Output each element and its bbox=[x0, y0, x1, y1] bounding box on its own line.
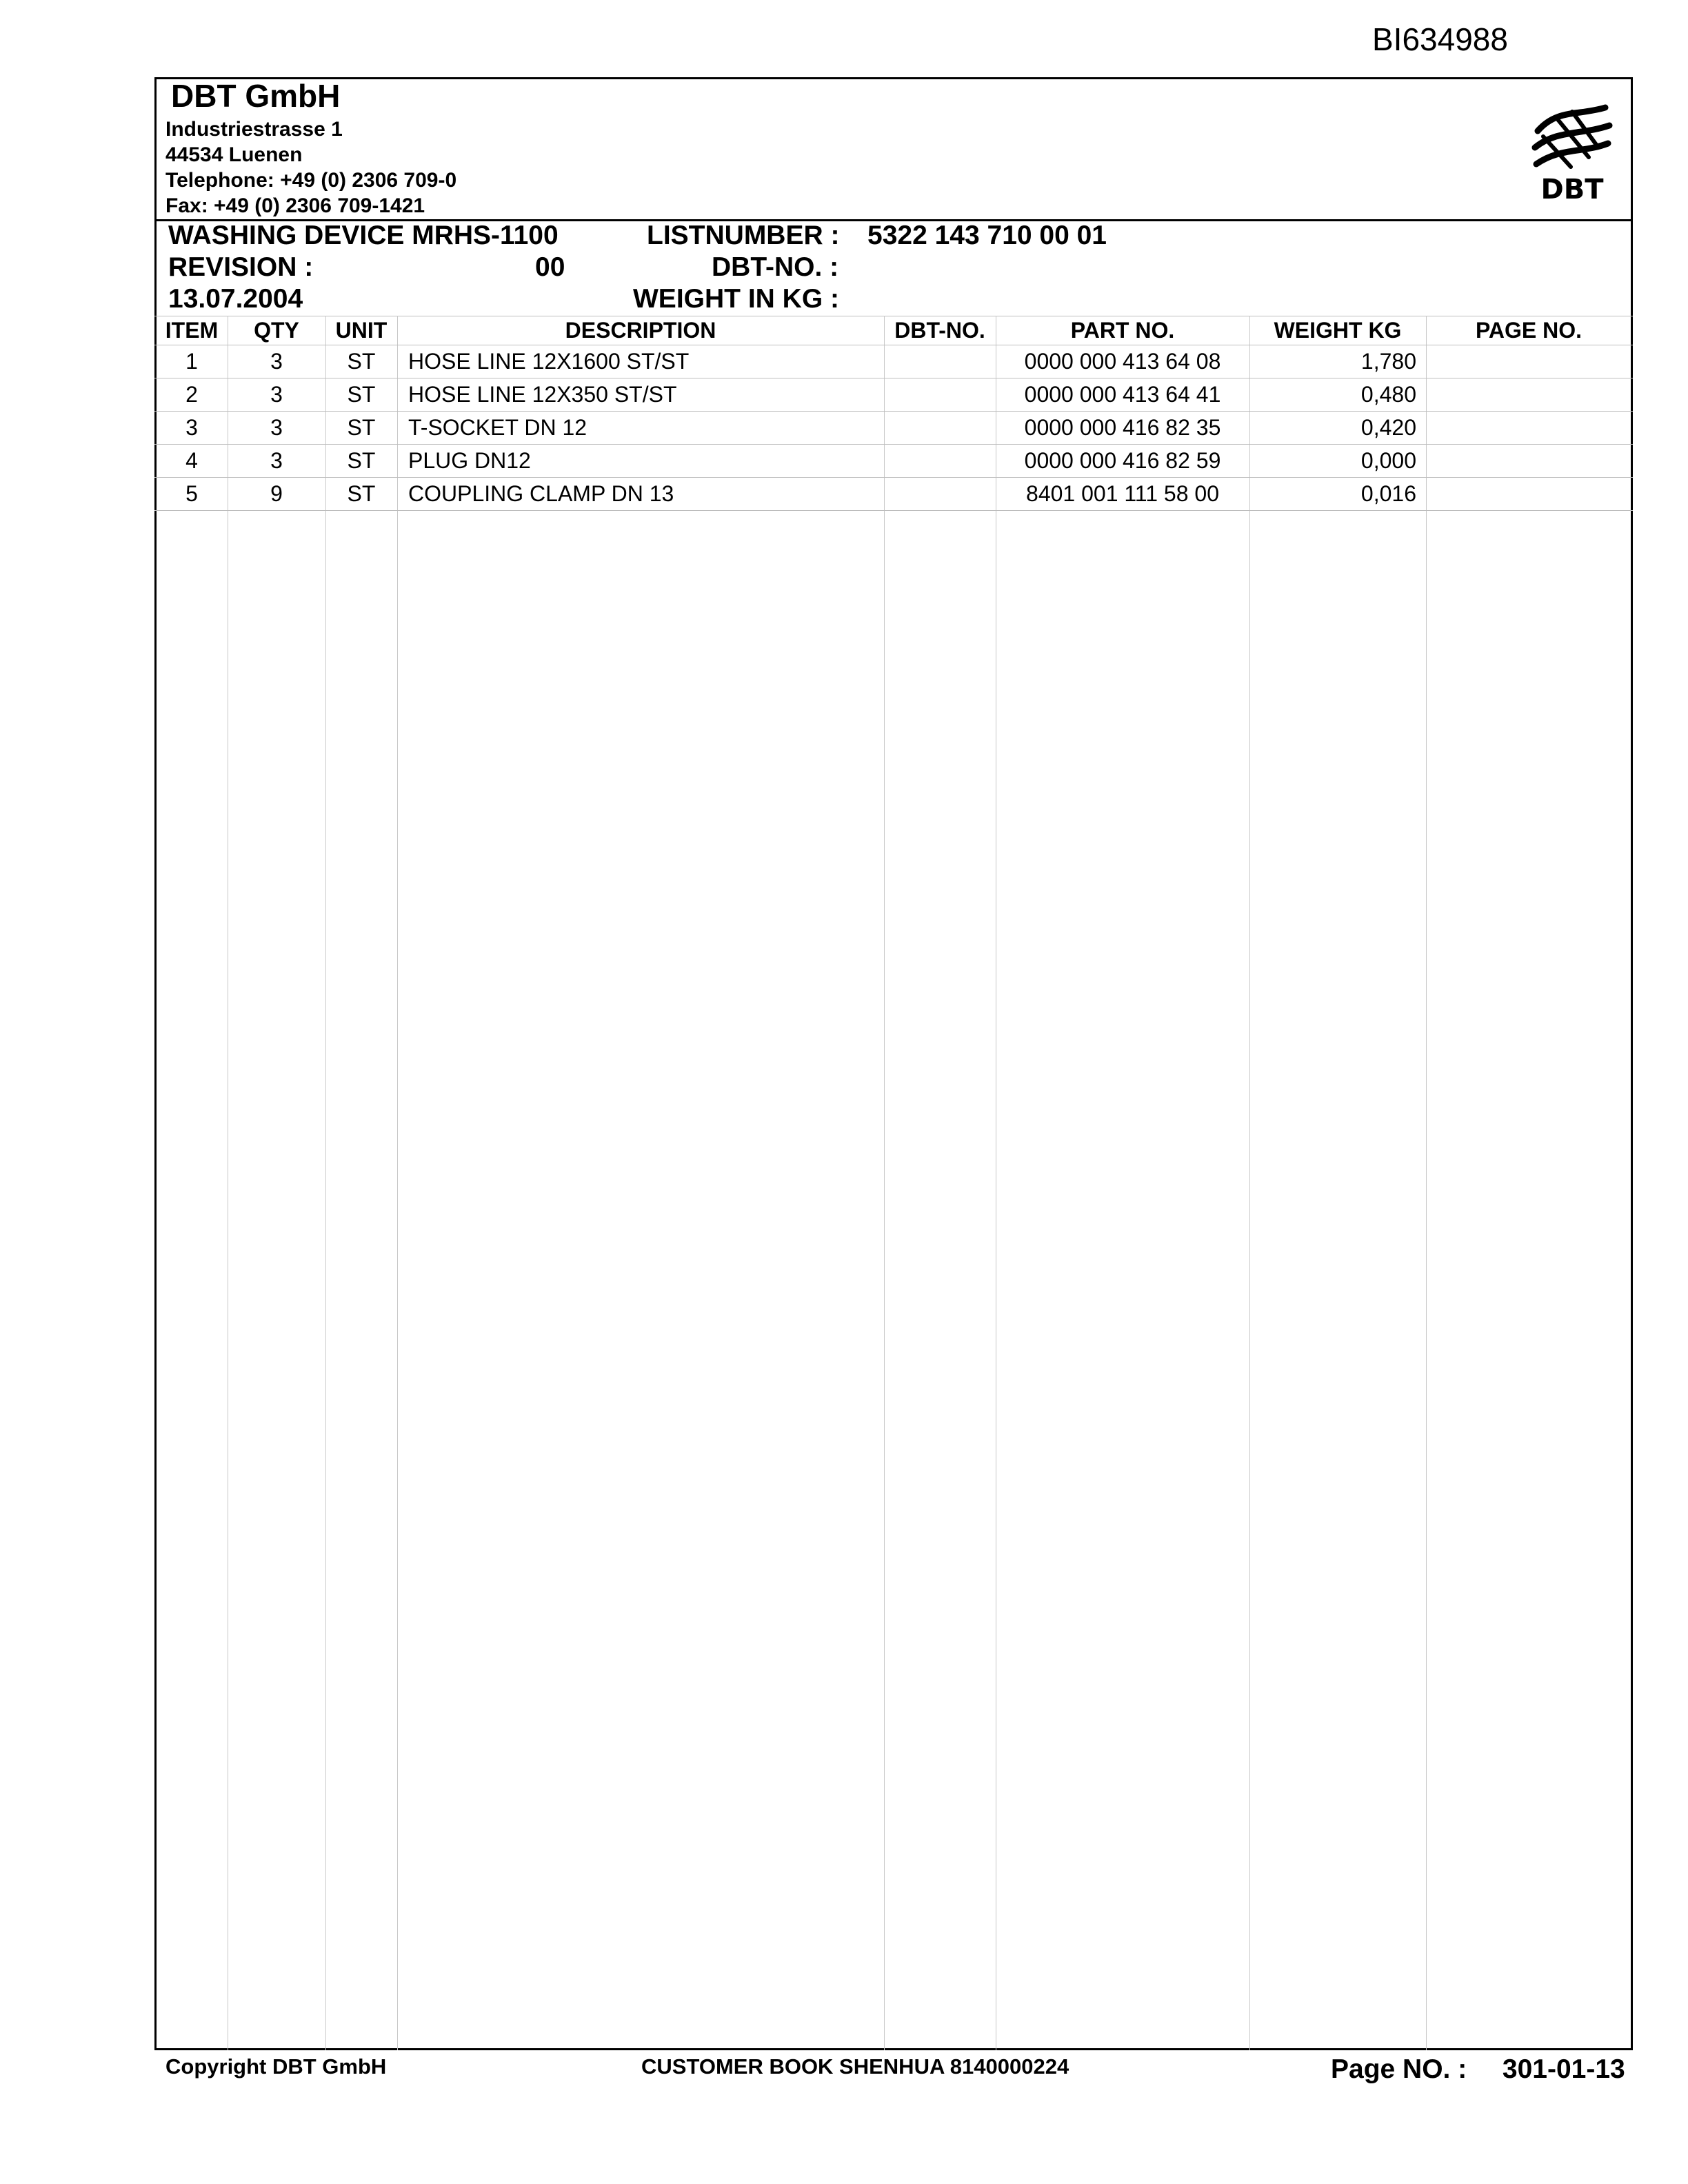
cell-weight: 0,016 bbox=[1360, 481, 1416, 506]
column-divider bbox=[1249, 316, 1250, 2050]
column-header-weight: WEIGHT KG bbox=[1274, 318, 1402, 343]
cell-part-no: 0000 000 416 82 59 bbox=[1024, 448, 1221, 473]
cell-item: 3 bbox=[185, 415, 198, 440]
listnumber-value: 5322 143 710 00 01 bbox=[867, 221, 1107, 250]
column-header-unit: UNIT bbox=[335, 318, 388, 343]
cell-weight: 0,480 bbox=[1360, 382, 1416, 407]
copyright-text: Copyright DBT GmbH bbox=[165, 2054, 387, 2079]
company-telephone: Telephone: +49 (0) 2306 709-0 bbox=[165, 169, 457, 192]
cell-description: HOSE LINE 12X1600 ST/ST bbox=[408, 349, 690, 374]
column-divider bbox=[1426, 316, 1427, 2050]
cell-qty: 3 bbox=[270, 349, 283, 374]
company-street: Industriestrasse 1 bbox=[165, 118, 343, 141]
cell-description: COUPLING CLAMP DN 13 bbox=[408, 481, 674, 506]
dbt-no-label: DBT-NO. : bbox=[712, 252, 839, 282]
cell-part-no: 0000 000 413 64 41 bbox=[1024, 382, 1221, 407]
cell-unit: ST bbox=[347, 415, 376, 440]
revision-label: REVISION : bbox=[168, 252, 314, 282]
cell-item: 2 bbox=[185, 382, 198, 407]
cell-part-no: 0000 000 416 82 35 bbox=[1024, 415, 1221, 440]
cell-unit: ST bbox=[347, 382, 376, 407]
cell-qty: 3 bbox=[270, 382, 283, 407]
logo-emblem-icon bbox=[1535, 108, 1609, 167]
cell-description: T-SOCKET DN 12 bbox=[408, 415, 587, 440]
listnumber-label: LISTNUMBER : bbox=[647, 221, 840, 250]
dbt-logo bbox=[1529, 95, 1615, 205]
cell-unit: ST bbox=[347, 349, 376, 374]
column-divider bbox=[884, 316, 885, 2050]
cell-qty: 3 bbox=[270, 448, 283, 473]
weight-label: WEIGHT IN KG : bbox=[633, 284, 839, 314]
cell-weight: 0,420 bbox=[1360, 415, 1416, 440]
company-city: 44534 Luenen bbox=[165, 143, 303, 166]
column-header-item: ITEM bbox=[165, 318, 219, 343]
cell-unit: ST bbox=[347, 448, 376, 473]
column-header-description: DESCRIPTION bbox=[565, 318, 716, 343]
column-divider bbox=[397, 316, 398, 2050]
page-number-value: 301-01-13 bbox=[1502, 2054, 1625, 2084]
cell-item: 4 bbox=[185, 448, 198, 473]
revision-value: 00 bbox=[535, 252, 565, 282]
logo-text: DBT bbox=[1540, 174, 1604, 205]
document-date: 13.07.2004 bbox=[168, 284, 303, 314]
column-header-part-no: PART NO. bbox=[1070, 318, 1175, 343]
document-title: WASHING DEVICE MRHS-1100 bbox=[168, 221, 559, 250]
column-divider bbox=[325, 316, 326, 2050]
column-header-page-no: PAGE NO. bbox=[1475, 318, 1582, 343]
company-fax: Fax: +49 (0) 2306 709-1421 bbox=[165, 194, 425, 217]
company-name: DBT GmbH bbox=[171, 78, 341, 114]
page-number-label: Page NO. : bbox=[1331, 2054, 1467, 2084]
customer-book-text: CUSTOMER BOOK SHENHUA 8140000224 bbox=[641, 2054, 1069, 2079]
cell-unit: ST bbox=[347, 481, 376, 506]
cell-weight: 1,780 bbox=[1360, 349, 1416, 374]
column-header-qty: QTY bbox=[254, 318, 299, 343]
cell-description: PLUG DN12 bbox=[408, 448, 531, 473]
cell-description: HOSE LINE 12X350 ST/ST bbox=[408, 382, 677, 407]
column-header-dbt-no: DBT-NO. bbox=[894, 318, 985, 343]
document-id: BI634988 bbox=[1372, 21, 1508, 57]
cell-item: 5 bbox=[185, 481, 198, 506]
cell-item: 1 bbox=[185, 349, 198, 374]
cell-qty: 3 bbox=[270, 415, 283, 440]
cell-part-no: 8401 001 111 58 00 bbox=[1026, 481, 1219, 506]
row-rule bbox=[154, 510, 1633, 511]
cell-qty: 9 bbox=[270, 481, 283, 506]
page-number bbox=[1331, 2054, 1625, 2085]
cell-part-no: 0000 000 413 64 08 bbox=[1024, 349, 1221, 374]
cell-weight: 0,000 bbox=[1360, 448, 1416, 473]
